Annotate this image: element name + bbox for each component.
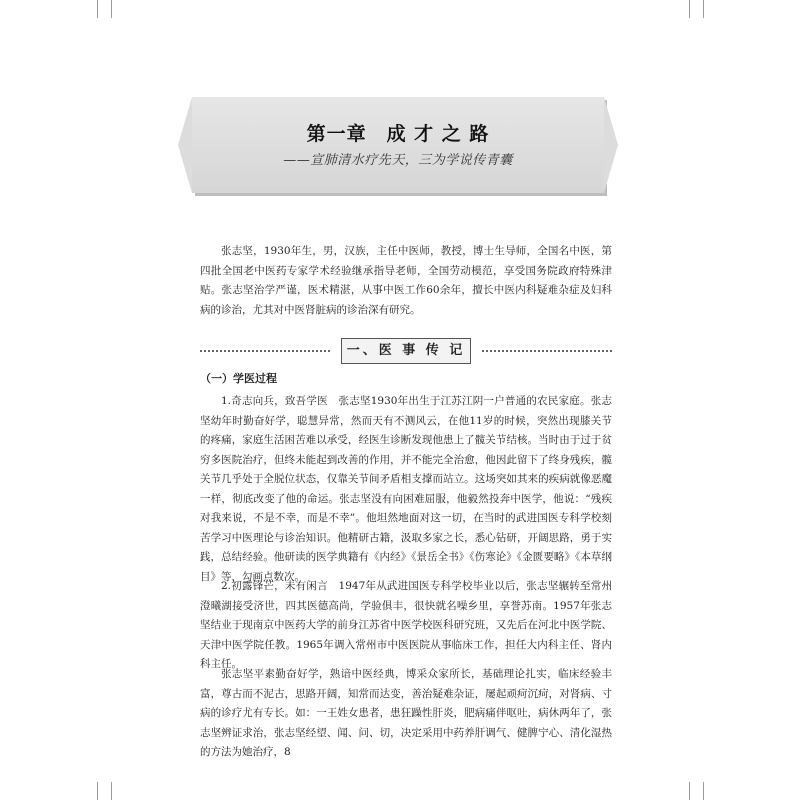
- crop-mark: [111, 782, 112, 800]
- chapter-subtitle: ——宣肺清水疗先天，三为学说传青囊: [283, 153, 513, 168]
- crop-mark: [97, 0, 98, 18]
- section-heading: 一、医 事 传 记: [341, 338, 471, 364]
- body-paragraph: 张志坚平素勤奋好学，熟谙中医经典，博采众家所长，基础理论扎实，临床经验丰富，尊古而不泥古，思路开阔，知常而达变，善治疑难杂证，屡起顽疴沉疴，对肾病、寸病的诊疗尤有专长。如：一王姓女患者，患狂躁性肝炎，肥病痛伴呕吐，病休两年了，张志坚辨证求治，张志坚经望、闻、问、切，决定采用中药养肝调气、健脾宁心、清化湿热的方法为她治疗，8: [200, 668, 612, 758]
- dotted-rule: [482, 350, 612, 352]
- crop-mark: [703, 782, 704, 800]
- chapter-banner: [192, 97, 604, 193]
- body-paragraph: 1.奇志向兵，致吾学医 张志坚1930年出生于江苏江阴一户普通的农民家庭。张志坚幼年时勤奋好学，聪慧异常，然而天有不测风云，在他11岁的时候，突然出现膝关节的疼痛，家庭生活困苦难以承受，经医生诊断发现他患上了髋关节结核。当时由于过于贫穷多医院治疗，但终未能起到改善的作用，并不能完全治愈，他因此留下了终身残疾，髋关节几乎处于全脱位状态，仅靠关节间矛盾相支撑而站立。这场突如其来的疾病就像恶魔一样，彻底改变了他的命运。张志坚没有向困难屈服，他毅然投奔中医学，他说：“残疾对我来说，不是不幸，而是不幸”。他坦然地面对这一切，在当时的武进国医专科学校刻苦学习中医理论与诊治知识。他精研古籍，汲取多家之长，悉心钻研，开阔思路，勇于实践，总结经验。他研读的医学典籍有《内经》《景岳全书》《伤寒论》《金匮要略》《本草纲目》等，勾画点数次。: [200, 395, 612, 583]
- crop-mark: [111, 0, 112, 18]
- crop-mark: [689, 782, 690, 800]
- chapter-title: 第一章 成 才 之 路: [306, 123, 490, 145]
- body-paragraph: 2.初露锋芒，未有闲言 1947年从武进国医专科学校毕业以后，张志坚辗转至常州澄曦湖接受济世，四其医德高尚，学验俱丰，很快就名噪乡里，享誉苏南。1957年张志坚结业于现南京中医药大学的前身江苏省中医学校医科研究班，又先后在河北中医学院、天津中医学院任教。1965年调入常州市中医医院从事临床工作，担任大内科主任、肾内科主任。: [200, 580, 612, 670]
- section-header: [200, 338, 612, 364]
- crop-mark: [703, 0, 704, 18]
- intro-paragraph: 张志坚，1930年生，男，汉族，主任中医师，教授，博士生导师，全国名中医，第四批全国老中医药专家学术经验继承指导老师，全国劳动模范，享受国务院政府特殊津贴。张志坚治学严谨，医术精湛，从事中医工作60余年，擅长中医内科疑难杂症及妇科病的诊治，尤其对中医肾脏病的诊治深有研究。: [200, 245, 612, 316]
- crop-mark: [97, 782, 98, 800]
- dotted-rule: [200, 350, 330, 352]
- subsection-heading: （一）学医过程: [200, 372, 277, 385]
- crop-mark: [689, 0, 690, 18]
